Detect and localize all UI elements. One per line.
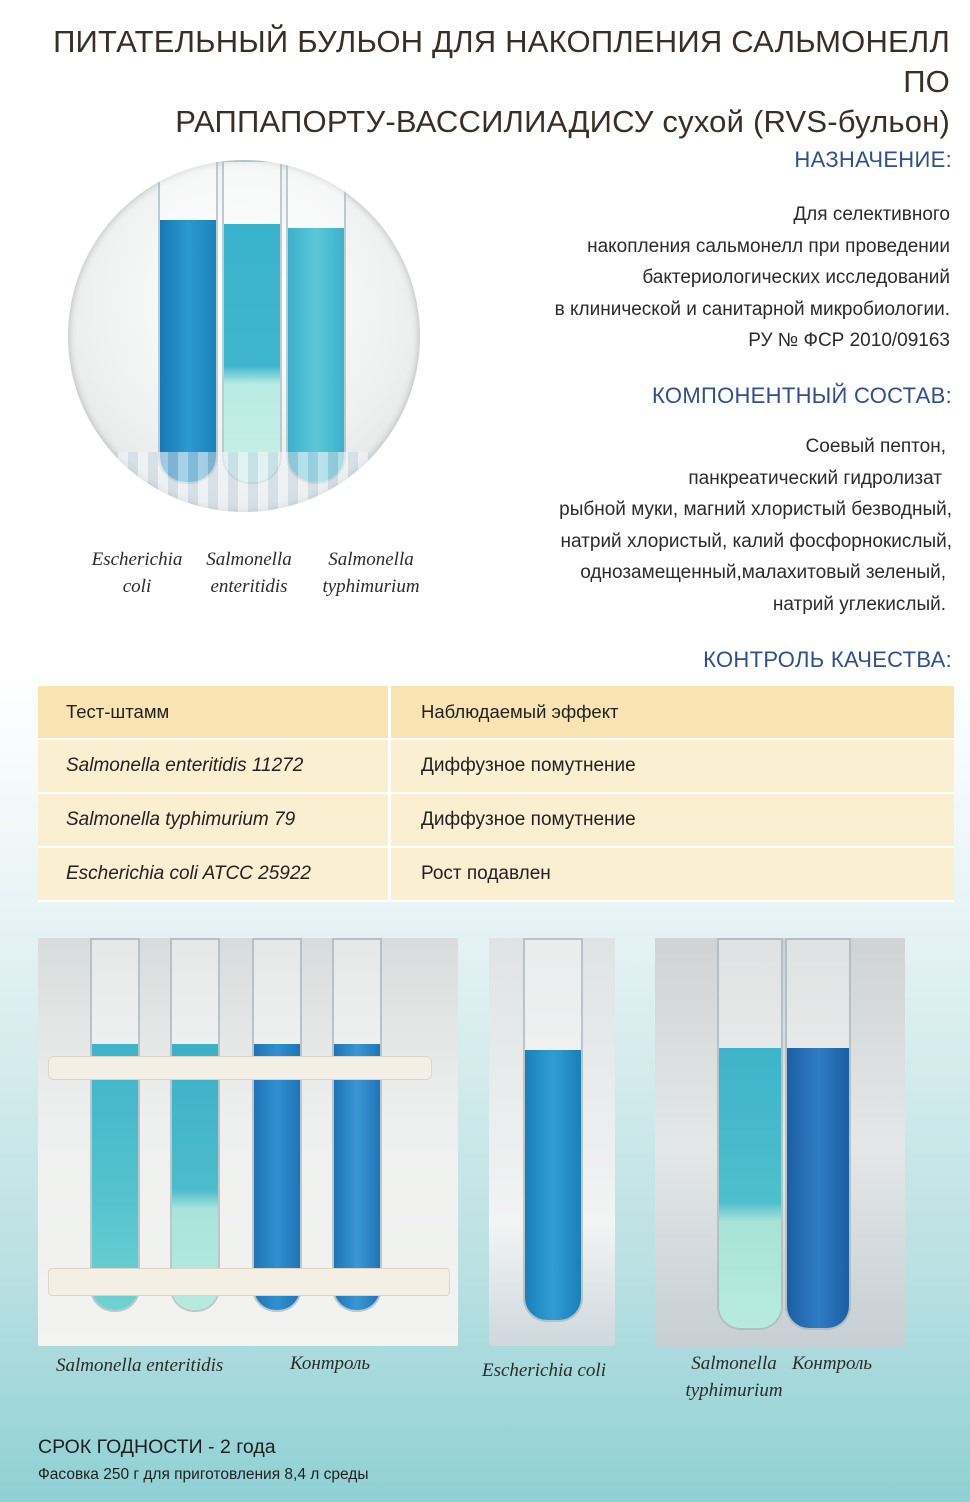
cell-strain: Salmonella enteritidis 11272 xyxy=(38,739,390,793)
header-effect: Наблюдаемый эффект xyxy=(390,686,955,739)
photo1-tube xyxy=(170,938,220,1312)
photo-e-coli xyxy=(489,938,615,1346)
photo-enteritidis-vs-control xyxy=(38,938,458,1346)
caption-photo3-right: Контроль xyxy=(792,1353,872,1374)
purpose-line: РУ № ФСР 2010/09163 xyxy=(748,330,950,351)
test-tubes-circle-photo xyxy=(68,160,420,512)
composition-line: Соевый пептон, xyxy=(805,436,946,457)
caption-photo1-right: Контроль xyxy=(290,1353,370,1374)
purpose-text xyxy=(555,199,950,357)
photo2-tube xyxy=(523,938,583,1322)
caption-photo3-left xyxy=(672,1350,796,1404)
purpose-line: накопления сальмонелл при проведении xyxy=(587,235,950,257)
caption-line: coli xyxy=(122,576,152,597)
caption-line: Escherichia xyxy=(91,549,183,570)
caption-line: typhimurium xyxy=(322,576,420,597)
caption-s-typhimurium xyxy=(308,546,434,600)
table-row xyxy=(38,793,954,847)
composition-line: натрий углекислый. xyxy=(772,593,946,615)
rack-bottom-bar xyxy=(48,1268,450,1296)
rack-top-bar xyxy=(48,1056,432,1080)
cell-effect: Диффузное помутнение xyxy=(390,739,955,793)
composition-line: рыбной муки, магний хлористый безводный, xyxy=(559,499,952,520)
table-row xyxy=(38,739,954,793)
caption-line: Salmonella xyxy=(691,1353,777,1374)
tube-rack xyxy=(68,452,420,512)
composition-text xyxy=(559,431,952,620)
caption-line: Salmonella xyxy=(328,549,414,570)
caption-photo1-left: Salmonella enteritidis xyxy=(56,1355,224,1376)
caption-line: enteritidis xyxy=(210,576,288,597)
composition-line: однозамещенный,малахитовый зеленый, xyxy=(580,562,946,583)
caption-line: typhimurium xyxy=(685,1380,783,1401)
cell-strain: Salmonella typhimurium 79 xyxy=(38,793,390,847)
quality-heading: КОНТРОЛЬ КАЧЕСТВА: xyxy=(703,647,952,672)
purpose-line: Для селективного xyxy=(793,204,950,225)
table-row xyxy=(38,847,954,901)
purpose-line: бактериологических исследований xyxy=(642,267,950,288)
caption-e-coli xyxy=(78,546,196,600)
photo-typhimurium-vs-control xyxy=(655,938,905,1348)
tube-s-enteritidis xyxy=(222,160,282,484)
caption-photo2: Escherichia coli xyxy=(482,1360,606,1381)
title-line-1: ПИТАТЕЛЬНЫЙ БУЛЬОН ДЛЯ НАКОПЛЕНИЯ САЛЬМОНЕЛЛ ПО xyxy=(53,24,950,99)
composition-heading: КОМПОНЕНТНЫЙ СОСТАВ: xyxy=(652,383,952,408)
cell-strain: Escherichia coli ATCC 25922 xyxy=(38,847,390,901)
quality-table xyxy=(38,686,954,902)
photo3-tube xyxy=(717,938,783,1330)
shelf-life: СРОК ГОДНОСТИ - 2 года xyxy=(38,1436,276,1458)
table-header-row xyxy=(38,686,954,739)
tube-s-typhimurium xyxy=(286,160,346,484)
title xyxy=(0,22,950,142)
composition-line: натрий хлористый, калий фосфорнокислый, xyxy=(560,530,952,552)
tube-e-coli xyxy=(158,160,218,484)
caption-s-enteritidis xyxy=(190,546,308,600)
photo3-tube xyxy=(785,938,851,1330)
composition-line: панкреатический гидролизат xyxy=(688,467,942,489)
photo1-tube xyxy=(252,938,302,1312)
packaging-info: Фасовка 250 г для приготовления 8,4 л среды xyxy=(38,1466,369,1483)
caption-line: Salmonella xyxy=(206,549,292,570)
photo1-tube xyxy=(332,938,382,1312)
title-line-2: РАППАПОРТУ-ВАССИЛИАДИСУ сухой (RVS-бульон) xyxy=(175,104,950,139)
purpose-line: в клинической и санитарной микробиологии. xyxy=(554,298,950,320)
cell-effect: Диффузное помутнение xyxy=(390,793,955,847)
header-strain: Тест-штамм xyxy=(38,686,390,739)
purpose-heading: НАЗНАЧЕНИЕ: xyxy=(794,147,952,172)
cell-effect: Рост подавлен xyxy=(390,847,955,901)
photo1-tube xyxy=(90,938,140,1312)
